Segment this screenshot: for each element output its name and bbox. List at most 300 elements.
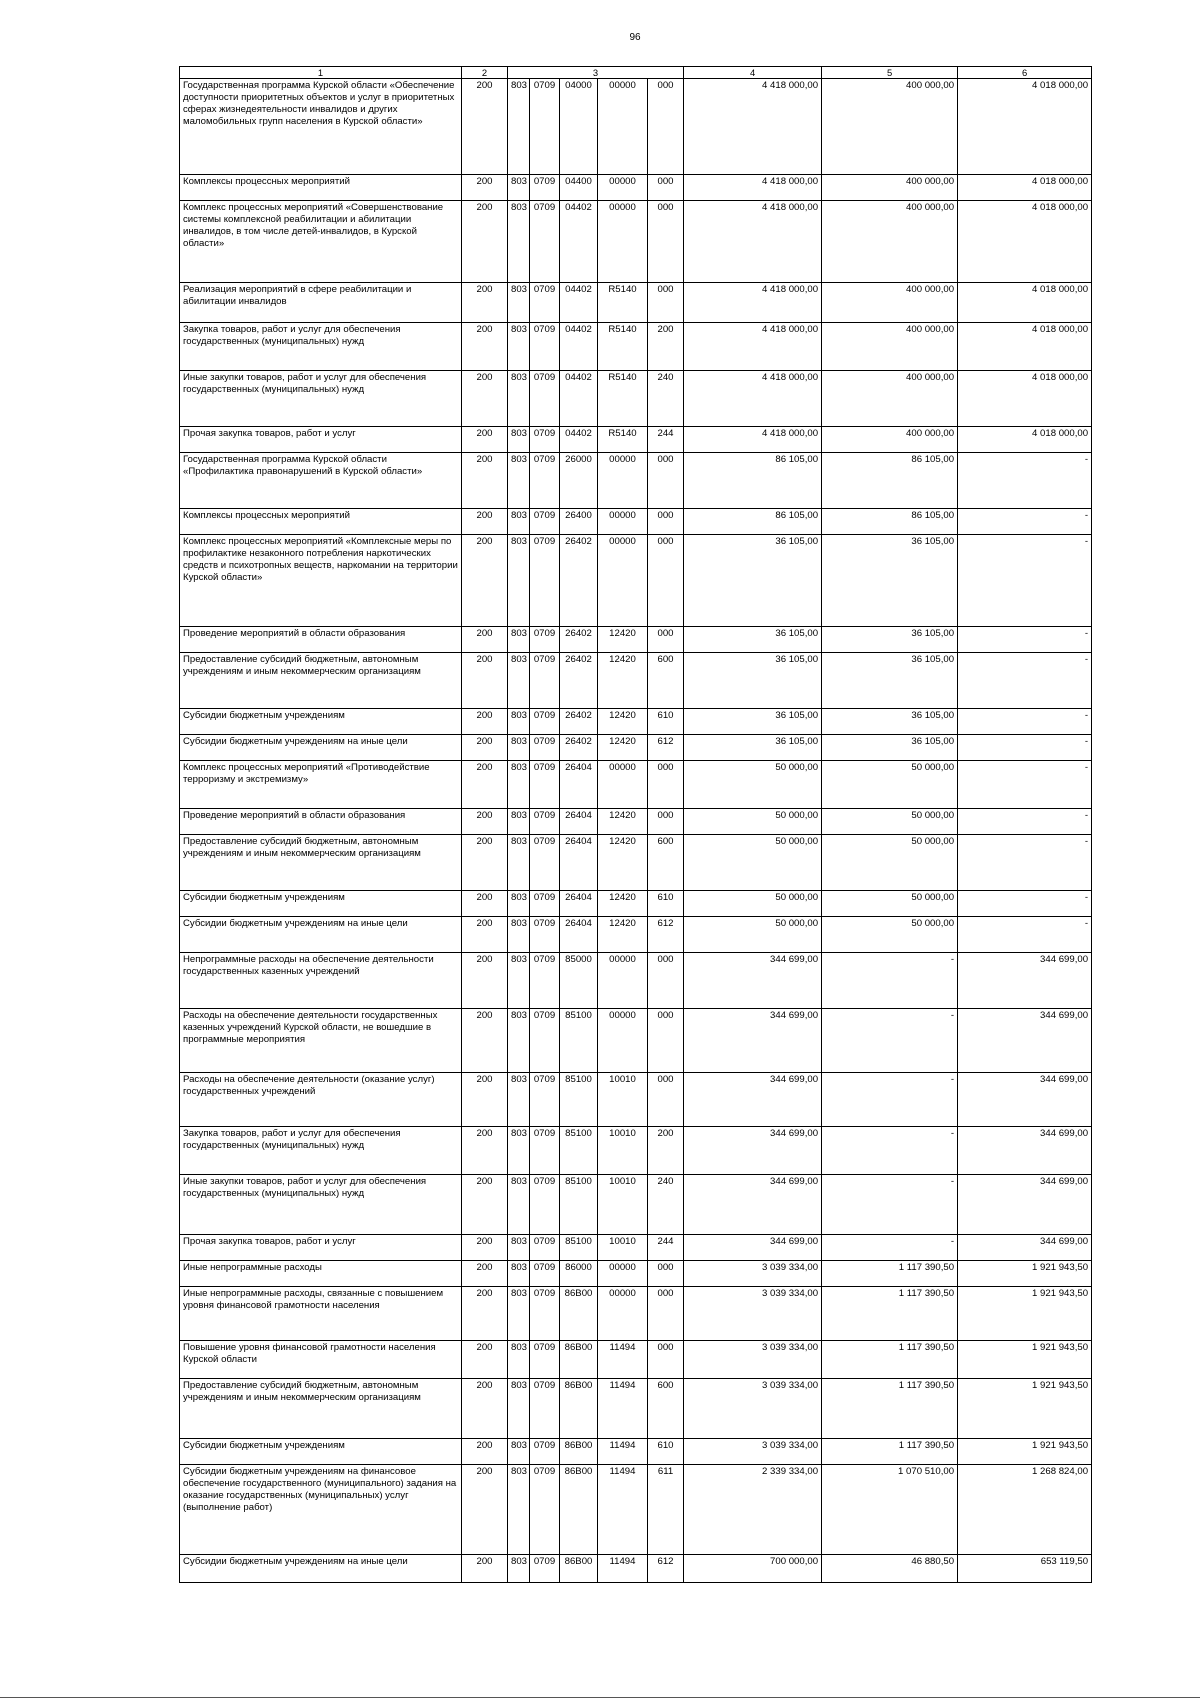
row-col6-amount: 1 921 943,50	[958, 1261, 1092, 1287]
row-col2-code: 200	[462, 809, 508, 835]
row-col3-program: 04402	[560, 283, 598, 323]
row-col3-direction: 11494	[598, 1439, 648, 1465]
row-name: Закупка товаров, работ и услуг для обеспечения государственных (муниципальных) нужд	[180, 1127, 462, 1175]
row-col3-direction: 00000	[598, 1261, 648, 1287]
row-col3-program: 86В00	[560, 1439, 598, 1465]
row-col2-code: 200	[462, 1009, 508, 1073]
row-col3-section: 0709	[530, 1175, 560, 1235]
row-col3-ministry: 803	[508, 653, 530, 709]
row-col3-direction: 10010	[598, 1175, 648, 1235]
row-col3-section: 0709	[530, 323, 560, 371]
row-col3-expense-type: 244	[648, 1235, 684, 1261]
row-name: Субсидии бюджетным учреждениям	[180, 891, 462, 917]
row-col5-amount: 1 117 390,50	[822, 1287, 958, 1341]
row-col3-program: 26402	[560, 535, 598, 627]
row-col3-section: 0709	[530, 953, 560, 1009]
row-col3-direction: 00000	[598, 761, 648, 809]
row-col3-program: 85100	[560, 1127, 598, 1175]
row-col4-amount: 86 105,00	[684, 453, 822, 509]
row-col3-program: 26402	[560, 735, 598, 761]
row-col5-amount: -	[822, 1073, 958, 1127]
table-row	[180, 891, 1092, 917]
row-col4-amount: 4 418 000,00	[684, 323, 822, 371]
row-col4-amount: 2 339 334,00	[684, 1465, 822, 1555]
row-col6-amount: 4 018 000,00	[958, 371, 1092, 427]
row-col2-code: 200	[462, 761, 508, 809]
row-name: Предоставление субсидий бюджетным, автономным учреждениям и иным некоммерческим организациям	[180, 653, 462, 709]
row-col3-ministry: 803	[508, 175, 530, 201]
row-col6-amount: -	[958, 709, 1092, 735]
row-col3-expense-type: 610	[648, 891, 684, 917]
table-row	[180, 509, 1092, 535]
row-col6-amount: -	[958, 653, 1092, 709]
row-name: Комплексы процессных мероприятий	[180, 175, 462, 201]
row-col4-amount: 3 039 334,00	[684, 1261, 822, 1287]
row-col3-ministry: 803	[508, 709, 530, 735]
row-col3-direction: 12420	[598, 891, 648, 917]
row-col3-direction: 11494	[598, 1465, 648, 1555]
table-row	[180, 79, 1092, 175]
row-name: Расходы на обеспечение деятельности (оказание услуг) государственных учреждений	[180, 1073, 462, 1127]
table-row	[180, 953, 1092, 1009]
row-col3-ministry: 803	[508, 453, 530, 509]
row-name: Государственная программа Курской области «Обеспечение доступности приоритетных объектов и услуг в приоритетных сферах жизнедеятельности инвалидов и других маломобильных групп населения в Курской области»	[180, 79, 462, 175]
row-col5-amount: 46 880,50	[822, 1555, 958, 1583]
row-col6-amount: 1 921 943,50	[958, 1287, 1092, 1341]
row-col3-direction: 00000	[598, 535, 648, 627]
row-col2-code: 200	[462, 735, 508, 761]
row-col3-expense-type: 600	[648, 1379, 684, 1439]
table-row	[180, 1555, 1092, 1583]
row-col3-ministry: 803	[508, 283, 530, 323]
table-row	[180, 709, 1092, 735]
row-col3-direction: R5140	[598, 323, 648, 371]
row-col4-amount: 36 105,00	[684, 709, 822, 735]
row-col3-ministry: 803	[508, 323, 530, 371]
row-col2-code: 200	[462, 453, 508, 509]
row-col3-expense-type: 000	[648, 509, 684, 535]
row-col3-program: 04402	[560, 201, 598, 283]
row-col2-code: 200	[462, 535, 508, 627]
row-col3-ministry: 803	[508, 735, 530, 761]
row-col4-amount: 344 699,00	[684, 953, 822, 1009]
row-name: Проведение мероприятий в области образования	[180, 809, 462, 835]
row-col5-amount: 1 070 510,00	[822, 1465, 958, 1555]
row-col3-direction: R5140	[598, 427, 648, 453]
row-col6-amount: -	[958, 835, 1092, 891]
row-col5-amount: 50 000,00	[822, 891, 958, 917]
table-row	[180, 323, 1092, 371]
row-col5-amount: 400 000,00	[822, 201, 958, 283]
table-row	[180, 1439, 1092, 1465]
row-col3-program: 04402	[560, 323, 598, 371]
row-col3-ministry: 803	[508, 761, 530, 809]
row-col3-direction: 12420	[598, 627, 648, 653]
table-row	[180, 917, 1092, 953]
row-col3-section: 0709	[530, 1287, 560, 1341]
row-col3-direction: 11494	[598, 1379, 648, 1439]
row-col2-code: 200	[462, 1235, 508, 1261]
row-col4-amount: 36 105,00	[684, 627, 822, 653]
row-col3-section: 0709	[530, 79, 560, 175]
row-name: Предоставление субсидий бюджетным, автономным учреждениям и иным некоммерческим организациям	[180, 835, 462, 891]
row-col4-amount: 36 105,00	[684, 653, 822, 709]
row-col5-amount: 1 117 390,50	[822, 1261, 958, 1287]
table-row	[180, 1465, 1092, 1555]
row-col3-expense-type: 612	[648, 1555, 684, 1583]
row-col3-direction: 10010	[598, 1073, 648, 1127]
row-col3-program: 85100	[560, 1235, 598, 1261]
table-row	[180, 1009, 1092, 1073]
row-col5-amount: 36 105,00	[822, 535, 958, 627]
row-col3-expense-type: 000	[648, 453, 684, 509]
row-col3-expense-type: 611	[648, 1465, 684, 1555]
row-col3-expense-type: 000	[648, 175, 684, 201]
row-col3-program: 85100	[560, 1175, 598, 1235]
row-col6-amount: 4 018 000,00	[958, 323, 1092, 371]
row-col3-direction: R5140	[598, 283, 648, 323]
row-name: Предоставление субсидий бюджетным, автономным учреждениям и иным некоммерческим организациям	[180, 1379, 462, 1439]
row-col3-program: 04000	[560, 79, 598, 175]
table-row	[180, 1379, 1092, 1439]
row-col3-direction: 12420	[598, 709, 648, 735]
table-row	[180, 835, 1092, 891]
row-col3-expense-type: 000	[648, 1341, 684, 1379]
row-col3-ministry: 803	[508, 1555, 530, 1583]
header-col-5: 5	[822, 67, 958, 79]
row-col3-ministry: 803	[508, 917, 530, 953]
row-col3-section: 0709	[530, 809, 560, 835]
row-name: Иные закупки товаров, работ и услуг для обеспечения государственных (муниципальных) нужд	[180, 371, 462, 427]
row-col3-ministry: 803	[508, 1235, 530, 1261]
row-col5-amount: 1 117 390,50	[822, 1379, 958, 1439]
row-col3-program: 26404	[560, 761, 598, 809]
row-col3-ministry: 803	[508, 953, 530, 1009]
row-col3-direction: 11494	[598, 1555, 648, 1583]
row-col5-amount: 36 105,00	[822, 735, 958, 761]
row-col3-ministry: 803	[508, 1341, 530, 1379]
row-col3-program: 86В00	[560, 1465, 598, 1555]
row-col3-section: 0709	[530, 1465, 560, 1555]
row-col3-section: 0709	[530, 1261, 560, 1287]
row-col5-amount: -	[822, 1235, 958, 1261]
row-col3-ministry: 803	[508, 1009, 530, 1073]
row-col6-amount: -	[958, 809, 1092, 835]
row-col5-amount: 400 000,00	[822, 175, 958, 201]
table-row	[180, 283, 1092, 323]
row-col3-ministry: 803	[508, 809, 530, 835]
header-col-3: 3	[508, 67, 684, 79]
row-col3-expense-type: 000	[648, 201, 684, 283]
row-col5-amount: 400 000,00	[822, 79, 958, 175]
row-col3-expense-type: 000	[648, 1009, 684, 1073]
row-col6-amount: 4 018 000,00	[958, 201, 1092, 283]
row-name: Иные закупки товаров, работ и услуг для обеспечения государственных (муниципальных) нужд	[180, 1175, 462, 1235]
row-col2-code: 200	[462, 1287, 508, 1341]
row-col5-amount: -	[822, 1175, 958, 1235]
row-col3-section: 0709	[530, 1341, 560, 1379]
row-col5-amount: 1 117 390,50	[822, 1341, 958, 1379]
row-col3-direction: 11494	[598, 1341, 648, 1379]
row-col3-expense-type: 000	[648, 535, 684, 627]
row-col3-program: 85000	[560, 953, 598, 1009]
row-col3-ministry: 803	[508, 1465, 530, 1555]
table-row	[180, 1287, 1092, 1341]
row-col3-program: 86В00	[560, 1379, 598, 1439]
row-col3-expense-type: 000	[648, 809, 684, 835]
row-col3-section: 0709	[530, 835, 560, 891]
row-col5-amount: 50 000,00	[822, 835, 958, 891]
row-col2-code: 200	[462, 427, 508, 453]
row-col3-program: 86В00	[560, 1555, 598, 1583]
row-col2-code: 200	[462, 1261, 508, 1287]
row-name: Субсидии бюджетным учреждениям	[180, 709, 462, 735]
row-col6-amount: -	[958, 509, 1092, 535]
row-col3-ministry: 803	[508, 1287, 530, 1341]
table-row	[180, 627, 1092, 653]
row-col6-amount: 4 018 000,00	[958, 427, 1092, 453]
row-col3-expense-type: 600	[648, 653, 684, 709]
row-col6-amount: 1 268 824,00	[958, 1465, 1092, 1555]
row-col6-amount: 1 921 943,50	[958, 1439, 1092, 1465]
row-col2-code: 200	[462, 835, 508, 891]
row-col4-amount: 700 000,00	[684, 1555, 822, 1583]
row-name: Расходы на обеспечение деятельности государственных казенных учреждений Курской области, не вошедшие в программные мероприятия	[180, 1009, 462, 1073]
row-col3-expense-type: 200	[648, 323, 684, 371]
row-col2-code: 200	[462, 79, 508, 175]
row-col4-amount: 50 000,00	[684, 809, 822, 835]
row-name: Субсидии бюджетным учреждениям на иные цели	[180, 917, 462, 953]
row-col3-expense-type: 200	[648, 1127, 684, 1175]
row-col3-ministry: 803	[508, 1261, 530, 1287]
row-col6-amount: -	[958, 891, 1092, 917]
row-col3-section: 0709	[530, 653, 560, 709]
row-col3-section: 0709	[530, 535, 560, 627]
row-col5-amount: -	[822, 953, 958, 1009]
row-col6-amount: -	[958, 453, 1092, 509]
row-col5-amount: -	[822, 1127, 958, 1175]
row-col6-amount: -	[958, 735, 1092, 761]
row-col6-amount: 1 921 943,50	[958, 1379, 1092, 1439]
table-row	[180, 427, 1092, 453]
row-col4-amount: 4 418 000,00	[684, 175, 822, 201]
row-col3-program: 26404	[560, 809, 598, 835]
row-col3-ministry: 803	[508, 835, 530, 891]
row-col3-ministry: 803	[508, 1379, 530, 1439]
table-row	[180, 1235, 1092, 1261]
row-col3-section: 0709	[530, 1379, 560, 1439]
row-col3-section: 0709	[530, 371, 560, 427]
row-col3-expense-type: 000	[648, 1287, 684, 1341]
row-col3-expense-type: 000	[648, 627, 684, 653]
row-col3-direction: 12420	[598, 917, 648, 953]
row-col3-expense-type: 240	[648, 371, 684, 427]
row-col3-program: 85100	[560, 1073, 598, 1127]
row-col3-program: 86000	[560, 1261, 598, 1287]
row-col4-amount: 344 699,00	[684, 1073, 822, 1127]
row-col6-amount: 344 699,00	[958, 953, 1092, 1009]
row-col2-code: 200	[462, 1379, 508, 1439]
row-col3-program: 26402	[560, 709, 598, 735]
row-col6-amount: 344 699,00	[958, 1235, 1092, 1261]
row-col3-expense-type: 000	[648, 1261, 684, 1287]
row-col3-expense-type: 244	[648, 427, 684, 453]
row-col2-code: 200	[462, 175, 508, 201]
row-name: Субсидии бюджетным учреждениям	[180, 1439, 462, 1465]
row-col6-amount: -	[958, 761, 1092, 809]
header-col-1: 1	[180, 67, 462, 79]
row-col6-amount: 344 699,00	[958, 1073, 1092, 1127]
row-col6-amount: 344 699,00	[958, 1009, 1092, 1073]
row-col4-amount: 4 418 000,00	[684, 427, 822, 453]
row-col2-code: 200	[462, 1555, 508, 1583]
row-col3-expense-type: 000	[648, 761, 684, 809]
row-col2-code: 200	[462, 509, 508, 535]
row-col6-amount: -	[958, 627, 1092, 653]
row-col3-direction: 00000	[598, 1287, 648, 1341]
row-col3-section: 0709	[530, 1235, 560, 1261]
row-col2-code: 200	[462, 917, 508, 953]
row-col3-direction: 10010	[598, 1235, 648, 1261]
header-col-6: 6	[958, 67, 1092, 79]
row-col3-ministry: 803	[508, 1073, 530, 1127]
row-col3-program: 86В00	[560, 1341, 598, 1379]
row-col3-section: 0709	[530, 891, 560, 917]
row-col3-ministry: 803	[508, 371, 530, 427]
row-col3-expense-type: 000	[648, 283, 684, 323]
table-row	[180, 735, 1092, 761]
row-col4-amount: 4 418 000,00	[684, 79, 822, 175]
row-name: Непрограммные расходы на обеспечение деятельности государственных казенных учреждений	[180, 953, 462, 1009]
row-col3-section: 0709	[530, 735, 560, 761]
row-col3-direction: 00000	[598, 201, 648, 283]
row-col2-code: 200	[462, 653, 508, 709]
row-col3-program: 04402	[560, 427, 598, 453]
row-name: Реализация мероприятий в сфере реабилитации и абилитации инвалидов	[180, 283, 462, 323]
header-col-4: 4	[684, 67, 822, 79]
row-col3-section: 0709	[530, 709, 560, 735]
row-col3-section: 0709	[530, 627, 560, 653]
row-col4-amount: 3 039 334,00	[684, 1439, 822, 1465]
row-col5-amount: 50 000,00	[822, 761, 958, 809]
row-name: Государственная программа Курской области «Профилактика правонарушений в Курской области»	[180, 453, 462, 509]
table-header-row	[180, 67, 1092, 79]
row-name: Проведение мероприятий в области образования	[180, 627, 462, 653]
row-col3-section: 0709	[530, 1127, 560, 1175]
table-row	[180, 175, 1092, 201]
table-row	[180, 1073, 1092, 1127]
row-col4-amount: 36 105,00	[684, 535, 822, 627]
row-name: Повышение уровня финансовой грамотности населения Курской области	[180, 1341, 462, 1379]
row-col5-amount: 400 000,00	[822, 323, 958, 371]
row-col2-code: 200	[462, 891, 508, 917]
row-col3-program: 26000	[560, 453, 598, 509]
row-col4-amount: 4 418 000,00	[684, 371, 822, 427]
row-col2-code: 200	[462, 627, 508, 653]
row-name: Субсидии бюджетным учреждениям на иные цели	[180, 1555, 462, 1583]
row-col3-expense-type: 000	[648, 953, 684, 1009]
row-col4-amount: 36 105,00	[684, 735, 822, 761]
row-col6-amount: 344 699,00	[958, 1175, 1092, 1235]
row-col3-direction: 00000	[598, 509, 648, 535]
row-name: Комплекс процессных мероприятий «Противодействие терроризму и экстремизму»	[180, 761, 462, 809]
row-col3-section: 0709	[530, 1009, 560, 1073]
row-col4-amount: 4 418 000,00	[684, 283, 822, 323]
row-col3-program: 26404	[560, 917, 598, 953]
row-name: Субсидии бюджетным учреждениям на финансовое обеспечение государственного (муниципального) задания на оказание государственных (муниципальных) услуг (выполнение работ)	[180, 1465, 462, 1555]
row-col3-section: 0709	[530, 283, 560, 323]
row-col4-amount: 50 000,00	[684, 891, 822, 917]
row-col2-code: 200	[462, 953, 508, 1009]
row-name: Комплекс процессных мероприятий «Совершенствование системы комплексной реабилитации и абилитации инвалидов, в том числе детей-инвалидов, в Курской области»	[180, 201, 462, 283]
row-col5-amount: 400 000,00	[822, 283, 958, 323]
row-name: Прочая закупка товаров, работ и услуг	[180, 1235, 462, 1261]
row-col4-amount: 86 105,00	[684, 509, 822, 535]
row-col4-amount: 344 699,00	[684, 1009, 822, 1073]
row-col3-section: 0709	[530, 1555, 560, 1583]
row-name: Закупка товаров, работ и услуг для обеспечения государственных (муниципальных) нужд	[180, 323, 462, 371]
row-name: Комплекс процессных мероприятий «Комплексные меры по профилактике незаконного потребления наркотических средств и психотропных веществ, наркомании на территории Курской области»	[180, 535, 462, 627]
row-col2-code: 200	[462, 1073, 508, 1127]
row-col6-amount: 653 119,50	[958, 1555, 1092, 1583]
row-col3-program: 04402	[560, 371, 598, 427]
row-col3-expense-type: 610	[648, 709, 684, 735]
row-col6-amount: -	[958, 917, 1092, 953]
row-name: Иные непрограммные расходы	[180, 1261, 462, 1287]
row-col6-amount: 4 018 000,00	[958, 283, 1092, 323]
row-col3-ministry: 803	[508, 627, 530, 653]
row-col3-ministry: 803	[508, 509, 530, 535]
row-col4-amount: 344 699,00	[684, 1127, 822, 1175]
row-col6-amount: 4 018 000,00	[958, 79, 1092, 175]
table-row	[180, 653, 1092, 709]
row-name: Субсидии бюджетным учреждениям на иные цели	[180, 735, 462, 761]
row-name: Комплексы процессных мероприятий	[180, 509, 462, 535]
row-col5-amount: 36 105,00	[822, 627, 958, 653]
row-col5-amount: 86 105,00	[822, 453, 958, 509]
row-col5-amount: 36 105,00	[822, 709, 958, 735]
row-col3-ministry: 803	[508, 79, 530, 175]
row-col6-amount: 1 921 943,50	[958, 1341, 1092, 1379]
row-col4-amount: 50 000,00	[684, 835, 822, 891]
table-row	[180, 201, 1092, 283]
header-col-2: 2	[462, 67, 508, 79]
row-name: Иные непрограммные расходы, связанные с повышением уровня финансовой грамотности населения	[180, 1287, 462, 1341]
row-col5-amount: 1 117 390,50	[822, 1439, 958, 1465]
row-col5-amount: 400 000,00	[822, 371, 958, 427]
row-col4-amount: 3 039 334,00	[684, 1287, 822, 1341]
row-col3-direction: 12420	[598, 653, 648, 709]
table-row	[180, 371, 1092, 427]
row-col3-ministry: 803	[508, 427, 530, 453]
row-col4-amount: 3 039 334,00	[684, 1379, 822, 1439]
row-col3-section: 0709	[530, 427, 560, 453]
row-col3-ministry: 803	[508, 1175, 530, 1235]
row-col3-program: 26402	[560, 653, 598, 709]
row-col3-program: 26402	[560, 627, 598, 653]
table-row	[180, 809, 1092, 835]
row-col6-amount: 4 018 000,00	[958, 175, 1092, 201]
row-col3-section: 0709	[530, 1439, 560, 1465]
row-col3-expense-type: 000	[648, 79, 684, 175]
row-col3-direction: 00000	[598, 1009, 648, 1073]
row-col2-code: 200	[462, 201, 508, 283]
row-col3-program: 85100	[560, 1009, 598, 1073]
row-col3-section: 0709	[530, 175, 560, 201]
row-col3-expense-type: 610	[648, 1439, 684, 1465]
row-col3-ministry: 803	[508, 1127, 530, 1175]
page-bottom-edge	[0, 1697, 1200, 1698]
